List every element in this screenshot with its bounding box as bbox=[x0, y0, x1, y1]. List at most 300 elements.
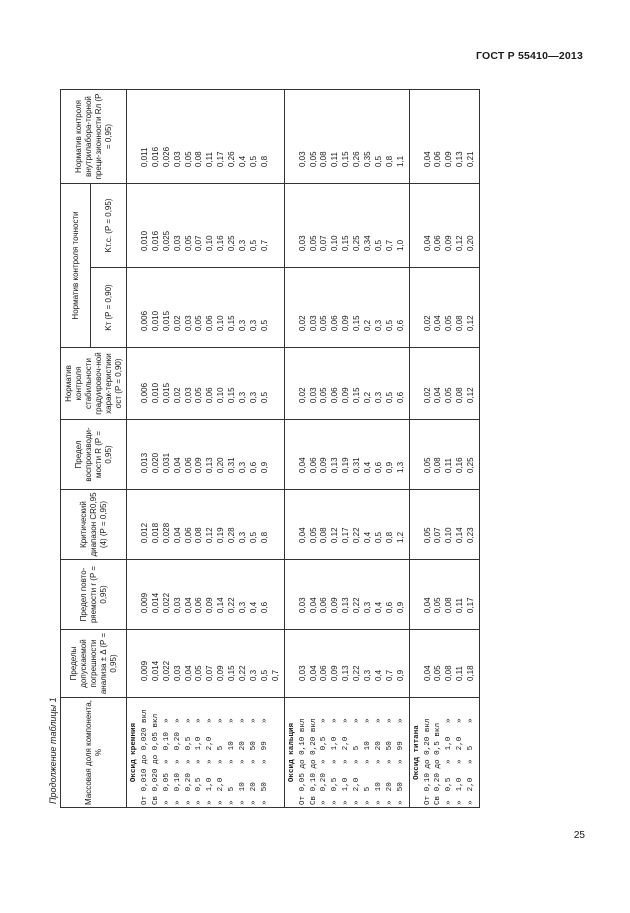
value-cell: 0,10 bbox=[205, 235, 215, 251]
range-label: » 0,20 » 0,5 » bbox=[320, 718, 329, 805]
value-cell: 0,22 bbox=[352, 597, 362, 613]
col-header-critical-range: Критический диапазон CR0,95 (4) (P = 0,95) bbox=[61, 490, 127, 560]
col-header-accuracy-group: Норматив контроля точности bbox=[61, 183, 91, 347]
value-cell: 0,05 bbox=[422, 457, 432, 473]
value-cell: 0,03 bbox=[183, 387, 193, 403]
spacer bbox=[129, 630, 140, 697]
value-cell: 0,5 bbox=[373, 531, 383, 543]
value-cell: 0,13 bbox=[205, 457, 215, 473]
value-cell: 0,35 bbox=[363, 151, 373, 167]
value-cell: 0,03 bbox=[297, 235, 307, 251]
cell-col-8 bbox=[284, 89, 409, 183]
spacer bbox=[287, 268, 298, 347]
value-cell: 0,19 bbox=[341, 457, 351, 473]
spacer bbox=[412, 490, 423, 559]
value-cell: 0,05 bbox=[444, 315, 454, 331]
value-cell: 0,17 bbox=[466, 597, 476, 613]
cell-col-1 bbox=[284, 630, 409, 698]
value-cell: 0,4 bbox=[363, 531, 373, 543]
value-cell: 0,04 bbox=[297, 527, 307, 543]
value-cell: 0,12 bbox=[330, 527, 340, 543]
value-cell: 0,02 bbox=[172, 387, 182, 403]
value-cell: 0,9 bbox=[384, 461, 394, 473]
value-cell: 0,022 bbox=[161, 592, 171, 613]
value-cell: 0,23 bbox=[466, 527, 476, 543]
spacer bbox=[412, 560, 423, 629]
value-cell: 0,05 bbox=[308, 527, 318, 543]
value-cell: 0,3 bbox=[238, 601, 248, 613]
value-cell: 0,06 bbox=[183, 457, 193, 473]
value-cell: 0,03 bbox=[172, 597, 182, 613]
value-cell: 0,3 bbox=[238, 391, 248, 403]
value-cell: 0,04 bbox=[433, 387, 443, 403]
value-cell: 1,1 bbox=[395, 155, 405, 167]
cell-col-3 bbox=[409, 490, 479, 560]
section-title: Оксид кремния bbox=[130, 722, 138, 783]
value-cell: 0,22 bbox=[238, 665, 248, 681]
value-cell: 0,031 bbox=[161, 452, 171, 473]
value-cell: 0,3 bbox=[373, 319, 383, 331]
value-cell: 1,2 bbox=[395, 531, 405, 543]
col-header-reproducibility: Предел воспроизводи-мости R (P = 0,95) bbox=[61, 420, 127, 490]
cell-col-0 bbox=[127, 698, 285, 808]
value-cell: 0,009 bbox=[139, 660, 149, 681]
value-cell: 0,25 bbox=[466, 457, 476, 473]
value-cell: 0,7 bbox=[384, 669, 394, 681]
value-cell: 0,11 bbox=[455, 598, 465, 613]
value-cell: 0,04 bbox=[433, 315, 443, 331]
value-cell: 0,4 bbox=[363, 461, 373, 473]
value-cell: 0,04 bbox=[422, 235, 432, 251]
value-cell: 0,6 bbox=[259, 601, 269, 613]
spacer bbox=[412, 184, 423, 267]
spacer bbox=[129, 90, 140, 183]
cell-col-0 bbox=[284, 698, 409, 808]
value-cell: 0,05 bbox=[308, 151, 318, 167]
value-cell: 0,03 bbox=[308, 315, 318, 331]
range-label: » 10 » 20 » bbox=[374, 718, 383, 805]
cell-col-3 bbox=[284, 490, 409, 560]
value-cell: 0,25 bbox=[227, 235, 237, 251]
range-label: » 10 » 20 » bbox=[239, 718, 248, 805]
cell-col-7 bbox=[127, 183, 285, 267]
spacer bbox=[287, 560, 298, 629]
value-cell: 0,08 bbox=[319, 527, 329, 543]
spacer bbox=[287, 490, 298, 559]
value-cell: 0,02 bbox=[297, 387, 307, 403]
value-cell: 0,09 bbox=[330, 597, 340, 613]
value-cell: 0,21 bbox=[466, 151, 476, 167]
value-cell: 0,08 bbox=[444, 597, 454, 613]
value-cell: 0,17 bbox=[341, 527, 351, 543]
table-section-row bbox=[284, 89, 409, 807]
value-cell: 0,5 bbox=[373, 239, 383, 251]
value-cell: 0,31 bbox=[227, 457, 237, 473]
value-cell: 0,06 bbox=[308, 457, 318, 473]
value-cell: 0,4 bbox=[238, 155, 248, 167]
value-cell: 0,05 bbox=[194, 315, 204, 331]
spacer bbox=[129, 184, 140, 267]
value-cell: 0,04 bbox=[422, 597, 432, 613]
range-label: » 2,0 » 5 » bbox=[467, 718, 476, 805]
value-cell: 0,020 bbox=[150, 452, 160, 473]
value-cell: 0,02 bbox=[172, 315, 182, 331]
range-label: » 2,0 » 5 » bbox=[353, 718, 362, 805]
value-cell: 0,015 bbox=[161, 310, 171, 331]
cell-col-8 bbox=[409, 89, 479, 183]
value-cell: 0,13 bbox=[341, 665, 351, 681]
value-cell: 0,04 bbox=[308, 597, 318, 613]
spacer bbox=[412, 90, 423, 183]
value-cell: 0,10 bbox=[330, 235, 340, 251]
value-cell: 0,5 bbox=[384, 319, 394, 331]
value-cell: 0,03 bbox=[308, 387, 318, 403]
value-cell: 0,06 bbox=[194, 597, 204, 613]
cell-col-2 bbox=[127, 560, 285, 630]
value-cell: 0,05 bbox=[433, 665, 443, 681]
value-cell: 0,03 bbox=[172, 151, 182, 167]
table-caption: Продолжение таблицы 1 bbox=[48, 697, 58, 804]
value-cell: 0,2 bbox=[363, 319, 373, 331]
value-cell: 0,04 bbox=[308, 665, 318, 681]
value-cell: 0,02 bbox=[422, 387, 432, 403]
value-cell: 0,06 bbox=[319, 665, 329, 681]
spacer bbox=[129, 268, 140, 347]
value-cell: 0,25 bbox=[352, 235, 362, 251]
value-cell: 0,022 bbox=[161, 660, 171, 681]
range-label: » 20 » 50 » bbox=[385, 718, 394, 805]
col-header-error-limits: Пределы допускаемой погрешности анализа ± Δ (P = 0,95) bbox=[61, 630, 127, 698]
value-cell: 0,009 bbox=[139, 592, 149, 613]
col-header-stability: Норматив контроля стабильности градуировоч-ной харак-теристики σст (P = 0,90) bbox=[61, 348, 127, 420]
value-cell: 0,6 bbox=[248, 461, 258, 473]
col-header-repeatability: Предел повто-ряемости r (P = 0,95) bbox=[61, 560, 127, 630]
value-cell: 0,5 bbox=[259, 669, 269, 681]
cell-col-3 bbox=[127, 490, 285, 560]
value-cell: 0,11 bbox=[330, 152, 340, 167]
cell-col-1 bbox=[127, 630, 285, 698]
value-cell: 0,22 bbox=[352, 527, 362, 543]
value-cell: 0,15 bbox=[352, 315, 362, 331]
value-cell: 0,03 bbox=[297, 665, 307, 681]
range-label: » 0,05 » 0,10 » bbox=[162, 718, 171, 805]
value-cell: 0,10 bbox=[216, 387, 226, 403]
value-cell: 0,4 bbox=[373, 669, 383, 681]
col-header-kts: Kт.с. (P = 0,95) bbox=[91, 183, 127, 267]
value-cell: 0,5 bbox=[248, 239, 258, 251]
value-cell: 0,03 bbox=[297, 151, 307, 167]
spacer bbox=[412, 348, 423, 419]
value-cell: 0,03 bbox=[297, 597, 307, 613]
value-cell: 0,5 bbox=[259, 391, 269, 403]
value-cell: 0,6 bbox=[373, 461, 383, 473]
range-label: » 0,5 » 1,0 » bbox=[195, 718, 204, 805]
cell-col-0 bbox=[409, 698, 479, 808]
value-cell: 0,7 bbox=[259, 239, 269, 251]
value-cell: 0,06 bbox=[205, 387, 215, 403]
value-cell: 0,6 bbox=[384, 601, 394, 613]
value-cell: 0,4 bbox=[248, 601, 258, 613]
range-label: » 5 » 10 » bbox=[228, 718, 237, 805]
value-cell: 0,14 bbox=[216, 597, 226, 613]
spacer bbox=[287, 90, 298, 183]
value-cell: 0,025 bbox=[161, 230, 171, 251]
value-cell: 0,09 bbox=[444, 151, 454, 167]
value-cell: 0,08 bbox=[194, 151, 204, 167]
page-number: 25 bbox=[573, 830, 585, 841]
value-cell: 0,012 bbox=[139, 522, 149, 543]
value-cell: 0,3 bbox=[248, 669, 258, 681]
value-cell: 0,12 bbox=[455, 235, 465, 251]
value-cell: 0,08 bbox=[455, 387, 465, 403]
col-header-kt: Kт (P = 0,90) bbox=[91, 268, 127, 348]
range-label: » 50 » 99 » bbox=[396, 718, 405, 805]
value-cell: 0,8 bbox=[259, 531, 269, 543]
value-cell: 0,3 bbox=[238, 461, 248, 473]
value-cell: 0,016 bbox=[150, 146, 160, 167]
value-cell: 0,7 bbox=[270, 669, 280, 681]
value-cell: 0,5 bbox=[373, 155, 383, 167]
value-cell: 0,16 bbox=[455, 457, 465, 473]
value-cell: 0,04 bbox=[183, 597, 193, 613]
range-label: Св 0,020 до 0,05 вкл bbox=[151, 713, 160, 805]
value-cell: 0,13 bbox=[341, 597, 351, 613]
spacer bbox=[287, 420, 298, 489]
value-cell: 0,4 bbox=[373, 601, 383, 613]
value-cell: 0,16 bbox=[216, 235, 226, 251]
value-cell: 0,05 bbox=[422, 527, 432, 543]
value-cell: 0,02 bbox=[297, 315, 307, 331]
value-cell: 0,9 bbox=[259, 461, 269, 473]
value-cell: 0,05 bbox=[308, 235, 318, 251]
value-cell: 0,013 bbox=[139, 452, 149, 473]
range-label: » 1,0 » 2,0 » bbox=[456, 718, 465, 805]
value-cell: 0,13 bbox=[330, 457, 340, 473]
cell-col-2 bbox=[284, 560, 409, 630]
value-cell: 0,014 bbox=[150, 660, 160, 681]
value-cell: 0,04 bbox=[422, 151, 432, 167]
spacer bbox=[287, 184, 298, 267]
value-cell: 0,18 bbox=[466, 665, 476, 681]
value-cell: 0,15 bbox=[341, 151, 351, 167]
value-cell: 0,5 bbox=[248, 155, 258, 167]
cell-col-2 bbox=[409, 560, 479, 630]
value-cell: 0,06 bbox=[330, 387, 340, 403]
range-label: » 0,20 » 0,5 » bbox=[184, 718, 193, 805]
value-cell: 0,04 bbox=[422, 665, 432, 681]
value-cell: 0,07 bbox=[194, 235, 204, 251]
value-cell: 0,26 bbox=[227, 151, 237, 167]
value-cell: 0,02 bbox=[422, 315, 432, 331]
value-cell: 0,05 bbox=[194, 665, 204, 681]
value-cell: 0,03 bbox=[172, 235, 182, 251]
value-cell: 0,9 bbox=[395, 669, 405, 681]
cell-col-7 bbox=[284, 183, 409, 267]
value-cell: 0,26 bbox=[352, 151, 362, 167]
value-cell: 0,12 bbox=[205, 527, 215, 543]
value-cell: 0,10 bbox=[216, 315, 226, 331]
value-cell: 0,006 bbox=[139, 382, 149, 403]
spacer bbox=[129, 348, 140, 419]
col-header-mass-fraction: Массовая доля компонента, % bbox=[61, 698, 127, 808]
value-cell: 0,014 bbox=[150, 592, 160, 613]
value-cell: 1,3 bbox=[395, 461, 405, 473]
value-cell: 0,04 bbox=[183, 665, 193, 681]
value-cell: 0,17 bbox=[216, 151, 226, 167]
cell-col-8 bbox=[127, 89, 285, 183]
value-cell: 0,22 bbox=[227, 597, 237, 613]
value-cell: 0,6 bbox=[395, 391, 405, 403]
value-cell: 0,31 bbox=[352, 457, 362, 473]
value-cell: 0,15 bbox=[227, 387, 237, 403]
value-cell: 0,20 bbox=[216, 457, 226, 473]
range-label: Св 0,20 до 0,5 вкл bbox=[434, 722, 443, 805]
value-cell: 0,006 bbox=[139, 310, 149, 331]
value-cell: 0,12 bbox=[466, 315, 476, 331]
value-cell: 0,010 bbox=[150, 310, 160, 331]
cell-col-6 bbox=[284, 268, 409, 348]
value-cell: 0,07 bbox=[319, 235, 329, 251]
value-cell: 0,11 bbox=[455, 666, 465, 681]
value-cell: 0,016 bbox=[150, 230, 160, 251]
cell-col-4 bbox=[284, 420, 409, 490]
value-cell: 0,8 bbox=[384, 531, 394, 543]
value-cell: 0,3 bbox=[238, 239, 248, 251]
value-cell: 0,34 bbox=[363, 235, 373, 251]
cell-col-4 bbox=[409, 420, 479, 490]
value-cell: 0,011 bbox=[139, 147, 149, 167]
value-cell: 0,15 bbox=[227, 665, 237, 681]
range-label: » 0,10 » 0,20 » bbox=[173, 718, 182, 805]
value-cell: 0,28 bbox=[227, 527, 237, 543]
range-label: » 1,0 » 2,0 » bbox=[342, 718, 351, 805]
value-cell: 0,5 bbox=[248, 531, 258, 543]
rotated-content bbox=[46, 90, 574, 808]
value-cell: 0,07 bbox=[205, 665, 215, 681]
value-cell: 0,09 bbox=[319, 457, 329, 473]
range-label: От 0,010 до 0,020 вкл bbox=[140, 709, 149, 805]
value-cell: 0,3 bbox=[363, 669, 373, 681]
value-cell: 0,09 bbox=[444, 235, 454, 251]
value-cell: 0,010 bbox=[150, 382, 160, 403]
range-label: » 20 » 50 » bbox=[249, 718, 258, 805]
value-cell: 0,03 bbox=[183, 315, 193, 331]
spacer bbox=[412, 630, 423, 697]
range-label: » 5 » 10 » bbox=[364, 718, 373, 805]
value-cell: 0,11 bbox=[205, 152, 215, 167]
value-cell: 0,3 bbox=[363, 601, 373, 613]
cell-col-5 bbox=[409, 348, 479, 420]
value-cell: 0,15 bbox=[352, 387, 362, 403]
range-label: » 0,5 » 1,0 » bbox=[445, 718, 454, 805]
value-cell: 0,12 bbox=[466, 387, 476, 403]
value-cell: 0,8 bbox=[259, 155, 269, 167]
value-cell: 0,15 bbox=[341, 235, 351, 251]
accuracy-table bbox=[60, 89, 480, 808]
value-cell: 0,07 bbox=[433, 527, 443, 543]
table-section-row bbox=[409, 89, 479, 807]
rotated-table-area bbox=[46, 90, 574, 808]
value-cell: 0,05 bbox=[183, 151, 193, 167]
value-cell: 0,06 bbox=[330, 315, 340, 331]
value-cell: 0,09 bbox=[194, 457, 204, 473]
value-cell: 0,14 bbox=[455, 527, 465, 543]
value-cell: 0,06 bbox=[433, 235, 443, 251]
value-cell: 0,09 bbox=[330, 665, 340, 681]
value-cell: 0,3 bbox=[238, 531, 248, 543]
value-cell: 0,19 bbox=[216, 527, 226, 543]
spacer bbox=[129, 420, 140, 489]
section-title: Оксид кальция bbox=[287, 722, 296, 783]
value-cell: 0,06 bbox=[319, 597, 329, 613]
value-cell: 0,04 bbox=[172, 457, 182, 473]
value-cell: 0,06 bbox=[205, 315, 215, 331]
section-title: Оксид титана bbox=[412, 725, 421, 780]
range-label: » 2,0 » 5 » bbox=[217, 718, 226, 805]
range-label: » 1,0 » 2,0 » bbox=[206, 718, 215, 805]
value-cell: 0,5 bbox=[259, 319, 269, 331]
value-cell: 0,010 bbox=[139, 230, 149, 251]
value-cell: 0,05 bbox=[319, 387, 329, 403]
spacer bbox=[129, 490, 140, 559]
range-label: От 0,05 до 0,10 вкл bbox=[298, 718, 307, 805]
value-cell: 0,06 bbox=[183, 527, 193, 543]
value-cell: 0,08 bbox=[433, 457, 443, 473]
spacer bbox=[287, 348, 298, 419]
value-cell: 0,05 bbox=[433, 597, 443, 613]
value-cell: 0,08 bbox=[444, 665, 454, 681]
cell-col-5 bbox=[284, 348, 409, 420]
cell-col-4 bbox=[127, 420, 285, 490]
cell-col-5 bbox=[127, 348, 285, 420]
cell-col-6 bbox=[127, 268, 285, 348]
value-cell: 0,09 bbox=[341, 387, 351, 403]
spacer bbox=[287, 630, 298, 697]
value-cell: 0,09 bbox=[216, 665, 226, 681]
value-cell: 0,09 bbox=[341, 315, 351, 331]
value-cell: 0,05 bbox=[194, 387, 204, 403]
value-cell: 0,04 bbox=[297, 457, 307, 473]
document-standard-code: ГОСТ Р 55410—2013 bbox=[475, 50, 583, 62]
range-label: » 50 » 99 » bbox=[260, 718, 269, 805]
value-cell: 0,3 bbox=[373, 391, 383, 403]
value-cell: 0,018 bbox=[150, 522, 160, 543]
value-cell: 0,6 bbox=[395, 319, 405, 331]
value-cell: 0,08 bbox=[319, 151, 329, 167]
value-cell: 0,5 bbox=[384, 391, 394, 403]
range-label: » 0,5 » 1,0 » bbox=[331, 718, 340, 805]
value-cell: 0,3 bbox=[248, 319, 258, 331]
value-cell: 0,22 bbox=[352, 665, 362, 681]
table-section-row bbox=[127, 89, 285, 807]
value-cell: 0,05 bbox=[183, 235, 193, 251]
cell-col-6 bbox=[409, 268, 479, 348]
value-cell: 0,2 bbox=[363, 391, 373, 403]
value-cell: 0,09 bbox=[205, 597, 215, 613]
spacer bbox=[412, 420, 423, 489]
spacer bbox=[129, 560, 140, 629]
value-cell: 0,03 bbox=[172, 665, 182, 681]
value-cell: 0,13 bbox=[455, 151, 465, 167]
value-cell: 0,7 bbox=[384, 239, 394, 251]
value-cell: 0,10 bbox=[444, 527, 454, 543]
value-cell: 1,0 bbox=[395, 239, 405, 251]
value-cell: 0,028 bbox=[161, 522, 171, 543]
value-cell: 0,04 bbox=[172, 527, 182, 543]
value-cell: 0,9 bbox=[395, 601, 405, 613]
value-cell: 0,3 bbox=[238, 319, 248, 331]
value-cell: 0,20 bbox=[466, 235, 476, 251]
